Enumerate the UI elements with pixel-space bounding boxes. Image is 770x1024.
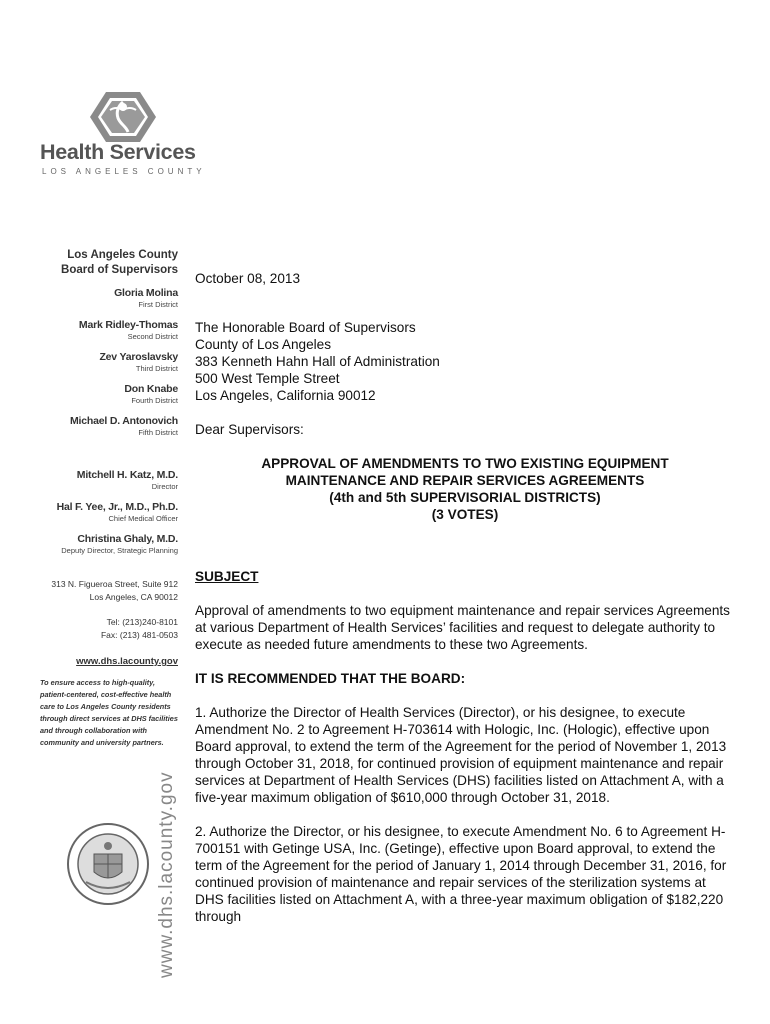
mission-line: care to Los Angeles County residents [40,702,171,711]
title-line: MAINTENANCE AND REPAIR SERVICES AGREEMENTS [285,473,645,488]
address-line-1: 313 N. Figueroa Street, Suite 912 [51,579,178,589]
supervisor-district: Fifth District [138,428,178,437]
telephone: Tel: (213)240-8101 [106,617,178,627]
supervisor-name: Mark Ridley-Thomas [78,319,178,331]
fax: Fax: (213) 481-0503 [100,630,178,640]
mission-line: To ensure access to high-quality, [40,678,156,687]
mission-line: community and university partners. [40,738,164,747]
address-line: 500 West Temple Street [195,371,340,386]
letter-date: October 08, 2013 [195,271,301,286]
mission-line: through direct services at DHS facilities [40,714,178,723]
mission-line: and through collaboration with [40,726,148,735]
address-line: 383 Kenneth Hahn Hall of Administration [195,354,440,369]
supervisor-district: Fourth District [131,396,178,405]
supervisor-district: Third District [135,364,178,373]
logo-title: Health Services [40,140,196,164]
letter-title [195,455,735,523]
board-line-2: Board of Supervisors [61,264,178,276]
address-line: The Honorable Board of Supervisors [195,320,416,335]
title-line: (4th and 5th SUPERVISORIAL DISTRICTS) [329,490,601,505]
supervisor-name: Don Knabe [124,383,178,395]
recipient-address [195,319,735,404]
board-line-1: Los Angeles County [67,249,178,261]
supervisor-name: Michael D. Antonovich [69,415,178,427]
mission-statement [40,677,178,749]
officer-title: Director [151,482,178,491]
sidebar [40,248,178,749]
county-seal-icon [66,822,150,906]
title-line: APPROVAL OF AMENDMENTS TO TWO EXISTING EQUIPMENT [261,456,669,471]
supervisor-name: Zev Yaroslavsky [99,351,178,363]
recommendation-item-2: 2. Authorize the Director, or his designee, to execute Amendment No. 6 to Agreement H-700151 with Getinge USA, Inc. (Getinge), effective upon Board approval, to extend the term of the Agreement for the period of January 1, 2014 through December 31, 2016, for continued provision of maintenance and repair services of the sterilization systems at DHS facilities listed on Attachment A, with a three-year maximum obligation of $182,220 through [195,824,727,924]
subject-text: Approval of amendments to two equipment maintenance and repair services Agreements at various Department of Health Services’ facilities and request to delegate authority to execute as needed future amendments to these two Agreements. [195,603,730,652]
mission-line: patient-centered, cost-effective health [40,690,172,699]
recommendation-item-1: 1. Authorize the Director of Health Services (Director), or his designee, to execute Amendment No. 2 to Agreement H-703614 with Hologic, Inc. (Hologic), effective upon Board approval, to extend the term of the Agreement for the period of November 1, 2013 through October 31, 2018, for continued provision of equipment maintenance and repair services at Department of Health Services (DHS) facilities listed on Attachment A, with a five-year maximum obligation of $610,000 through October 31, 2018. [195,705,727,805]
supervisor-district: First District [138,300,178,309]
address-line-2: Los Angeles, CA 90012 [89,592,178,602]
letter-body [195,270,735,925]
supervisor-district: Second District [127,332,178,341]
title-line: (3 VOTES) [431,507,499,522]
address-line: Los Angeles, California 90012 [195,388,376,403]
logo-subtitle: LOS ANGELES COUNTY [42,167,206,176]
subject-heading: SUBJECT [195,569,259,584]
vertical-website-text: www.dhs.lacounty.gov [156,771,177,978]
officer-title: Chief Medical Officer [108,514,178,523]
officer-name: Christina Ghaly, M.D. [77,533,178,545]
supervisor-name: Gloria Molina [114,287,178,299]
website-link[interactable]: www.dhs.lacounty.gov [76,656,178,667]
officer-name: Mitchell H. Katz, M.D. [76,469,178,481]
dhs-hexagon-logo-icon [88,88,158,146]
officer-name: Hal F. Yee, Jr., M.D., Ph.D. [56,501,178,513]
salutation: Dear Supervisors: [195,422,304,437]
recommendation-heading: IT IS RECOMMENDED THAT THE BOARD: [195,671,466,686]
officer-title: Deputy Director, Strategic Planning [61,546,178,555]
address-line: County of Los Angeles [195,337,332,352]
